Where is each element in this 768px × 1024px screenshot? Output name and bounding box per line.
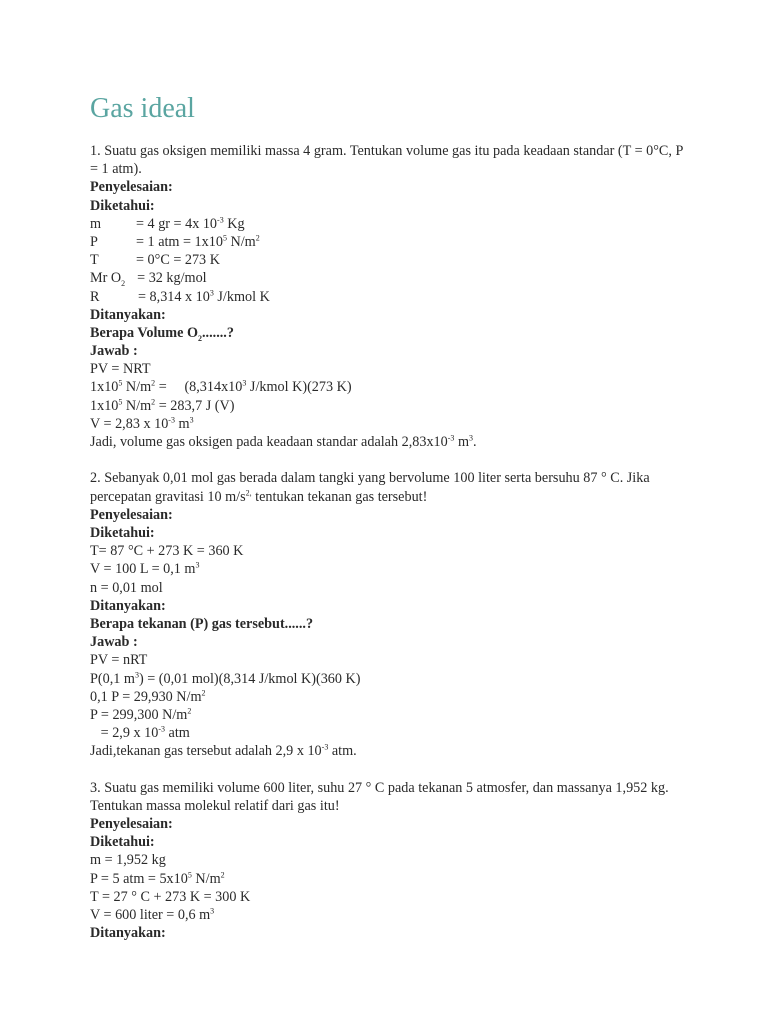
problem-2-question: 2. Sebanyak 0,01 mol gas berada dalam tangki yang bervolume 100 liter serta bersuhu 87 ° C. Jika percepatan gravitasi 10 $m/s^{2,}$ tentukan tekanan gas tersebut! xyxy=(90,470,650,505)
equation-line: PV = nRT xyxy=(90,652,148,669)
equation-line: = 2,9 x $10^{-3}$ atm xyxy=(90,724,190,742)
label-diketahui: Diketahui: xyxy=(90,197,155,214)
equation-line: PV = NRT xyxy=(90,361,151,378)
question-asked: Berapa Volume $O_2$.......? xyxy=(90,324,234,343)
paragraph-gap xyxy=(90,760,690,778)
equation-line: $1x10^5$ $N/m^2$ = ($8,314x10^3$ J/kmol K)(273 K) xyxy=(90,378,352,396)
label-diketahui: Diketahui: xyxy=(90,834,155,851)
document-body xyxy=(90,142,690,942)
given-t: T= 87 °C + 273 K = 360 K xyxy=(90,543,244,560)
label-jawab: Jawab : xyxy=(90,343,138,360)
label-penyelesaian: Penyelesaian: xyxy=(90,179,173,196)
paragraph-gap xyxy=(90,451,690,469)
label-diketahui: Diketahui: xyxy=(90,525,155,541)
given-m: m = 1,952 kg xyxy=(90,852,166,869)
given-v: V = 100 L = 0,1 $m^3$ xyxy=(90,560,200,578)
label-ditanyakan: Ditanyakan: xyxy=(90,597,166,614)
given-t: T = 0°C = 273 K xyxy=(90,252,220,269)
problem-3-question: 3. Suatu gas memiliki volume 600 liter, suhu 27 ° C pada tekanan 5 atmosfer, dan massanya 1,952 kg. Tentukan massa molekul relatif dari gas itu! xyxy=(90,779,669,814)
given-p: P = 5 atm = $5x10^5$ $N/m^2$ xyxy=(90,869,225,887)
given-t: T = 27 ° C + 273 K = 300 K xyxy=(90,888,251,905)
label-penyelesaian: Penyelesaian: xyxy=(90,816,173,833)
equation-line: $1x10^5$ $N/m^2 = 283,7$ J (V) xyxy=(90,396,235,414)
label-ditanyakan: Ditanyakan: xyxy=(90,925,166,942)
given-n: n = 0,01 mol xyxy=(90,579,163,596)
label-jawab: Jawab : xyxy=(90,634,138,651)
equation-line: P(0,1 $m^3) = (0,01$ mol)(8,314 J/kmol K)(360 K) xyxy=(90,669,361,687)
label-ditanyakan: Ditanyakan: xyxy=(90,306,166,323)
equation-line: 0,1 P = 29,930 $N/m^2$ xyxy=(90,687,206,705)
given-p: P = 1 atm = $1x10^5$ $N/m^2$ xyxy=(90,233,260,250)
equation-line: P = 299,300 $N/m^2$ xyxy=(90,706,192,723)
conclusion: Jadi,tekanan gas tersebut adalah 2,9 x $10^{-3}$ atm. xyxy=(90,742,357,760)
problem-1-question: 1. Suatu gas oksigen memiliki massa 4 gram. Tentukan volume gas itu pada keadaan standar (T = 0°C, P = 1 atm). xyxy=(90,143,683,178)
given-mr: Mr $O_2 = 32$ kg/mol xyxy=(90,270,207,289)
label-penyelesaian: Penyelesaian: xyxy=(90,506,173,523)
given-v: V = 600 liter = 0,6 $m^3$ xyxy=(90,906,215,923)
conclusion: Jadi, volume gas oksigen pada keadaan standar adalah $2,83x10^{-3}$ $m^3$. xyxy=(90,433,477,451)
equation-line: V = 2,83 x $10^{-3}$ $m^3$ xyxy=(90,415,194,432)
question-asked: Berapa tekanan (P) gas tersebut......? xyxy=(90,615,314,632)
given-m: m = 4 gr = 4x $10^{-3}$ Kg xyxy=(90,215,245,232)
page-title: Gas ideal xyxy=(90,93,195,124)
given-r: R = 8,314 x $10^3$ J/kmol K xyxy=(90,287,270,305)
